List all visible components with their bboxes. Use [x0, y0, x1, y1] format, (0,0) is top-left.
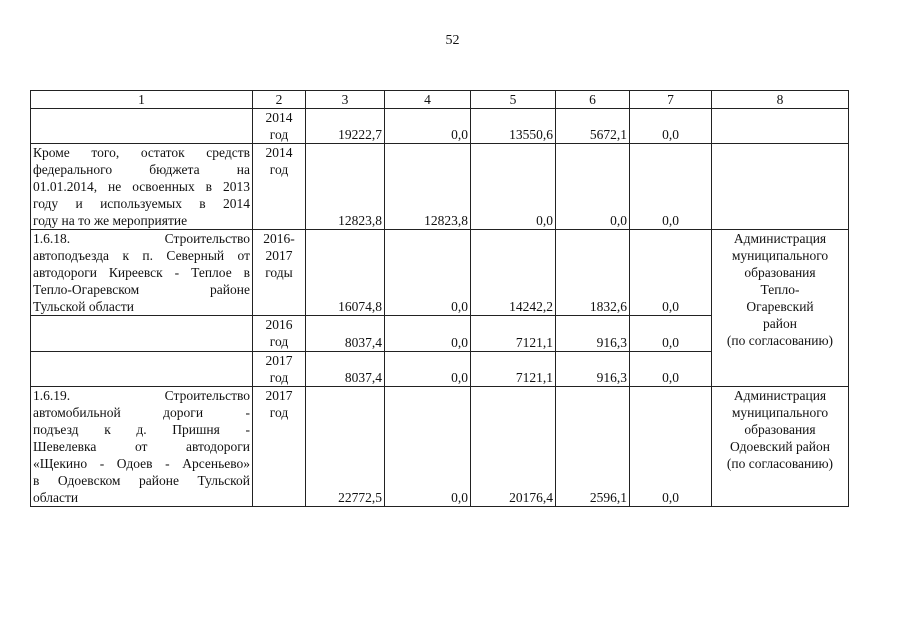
column-header: 2 — [253, 91, 306, 109]
description-line: автомобильной дороги - — [33, 405, 250, 420]
table-row — [31, 387, 849, 507]
row-period: 2017 год — [253, 387, 306, 507]
table-row — [31, 144, 849, 230]
row-description — [31, 109, 253, 144]
row-period: 2017 год — [253, 352, 306, 387]
responsible-cell: Администрация муниципального образования Тепло- Огаревский район (по согласованию) — [712, 230, 849, 387]
row-description — [31, 144, 253, 230]
description-line: в Одоевском районе Тульской — [33, 473, 250, 488]
amount-cell: 0,0 — [385, 230, 471, 316]
amount-cell: 14242,2 — [471, 230, 556, 316]
table-row — [31, 109, 849, 144]
description-line: автодороги Киреевск - Теплое в — [33, 265, 250, 280]
amount-cell: 916,3 — [556, 352, 630, 387]
responsible-cell — [712, 109, 849, 144]
amount-cell: 5672,1 — [556, 109, 630, 144]
amount-cell: 0,0 — [471, 144, 556, 230]
column-header: 8 — [712, 91, 849, 109]
amount-cell: 0,0 — [385, 387, 471, 507]
amount-cell: 916,3 — [556, 316, 630, 352]
row-description — [31, 387, 253, 507]
amount-cell: 20176,4 — [471, 387, 556, 507]
amount-cell: 0,0 — [556, 144, 630, 230]
amount-cell: 0,0 — [630, 316, 712, 352]
amount-cell: 7121,1 — [471, 352, 556, 387]
description-line: «Щекино - Одоев - Арсеньево» — [33, 456, 250, 471]
description-line: Тепло-Огаревском районе — [33, 282, 250, 297]
amount-cell: 1832,6 — [556, 230, 630, 316]
description-line: федерального бюджета на — [33, 162, 250, 177]
amount-cell: 12823,8 — [385, 144, 471, 230]
amount-cell: 12823,8 — [306, 144, 385, 230]
responsible-cell: Администрация муниципального образования Одоевский район (по согласованию) — [712, 387, 849, 507]
column-header: 1 — [31, 91, 253, 109]
description-line: области — [33, 490, 79, 505]
row-description — [31, 316, 253, 352]
description-line: Тульской области — [33, 299, 134, 314]
row-description — [31, 352, 253, 387]
column-header: 5 — [471, 91, 556, 109]
amount-cell: 8037,4 — [306, 352, 385, 387]
description-line: году и используемых в 2014 — [33, 196, 250, 211]
row-period: 2016- 2017 годы — [253, 230, 306, 316]
row-period: 2014 год — [253, 109, 306, 144]
description-line: году на то же мероприятие — [33, 213, 188, 228]
amount-cell: 0,0 — [630, 387, 712, 507]
amount-cell: 0,0 — [630, 230, 712, 316]
description-line: автоподъезда к п. Северный от — [33, 248, 250, 263]
amount-cell: 0,0 — [385, 352, 471, 387]
amount-cell: 0,0 — [385, 316, 471, 352]
amount-cell: 0,0 — [630, 144, 712, 230]
description-line: 1.6.18. Строительство — [33, 231, 250, 246]
amount-cell: 0,0 — [385, 109, 471, 144]
amount-cell: 22772,5 — [306, 387, 385, 507]
description-line: 1.6.19. Строительство — [33, 388, 250, 403]
amount-cell: 16074,8 — [306, 230, 385, 316]
amount-cell: 13550,6 — [471, 109, 556, 144]
page-number: 52 — [445, 33, 460, 48]
table-row — [31, 230, 849, 316]
budget-table — [30, 90, 849, 507]
responsible-cell — [712, 144, 849, 230]
description-line: Шевелевка от автодороги — [33, 439, 250, 454]
column-header: 3 — [306, 91, 385, 109]
row-period: 2014 год — [253, 144, 306, 230]
amount-cell: 0,0 — [630, 352, 712, 387]
amount-cell: 2596,1 — [556, 387, 630, 507]
description-line: 01.01.2014, не освоенных в 2013 — [33, 179, 250, 194]
row-period: 2016 год — [253, 316, 306, 352]
amount-cell: 0,0 — [630, 109, 712, 144]
column-header: 6 — [556, 91, 630, 109]
row-description — [31, 230, 253, 316]
amount-cell: 7121,1 — [471, 316, 556, 352]
column-header: 7 — [630, 91, 712, 109]
description-line: подъезд к д. Пришня - — [33, 422, 250, 437]
description-line: Кроме того, остаток средств — [33, 145, 250, 160]
amount-cell: 19222,7 — [306, 109, 385, 144]
amount-cell: 8037,4 — [306, 316, 385, 352]
header-row — [31, 91, 849, 109]
column-header: 4 — [385, 91, 471, 109]
